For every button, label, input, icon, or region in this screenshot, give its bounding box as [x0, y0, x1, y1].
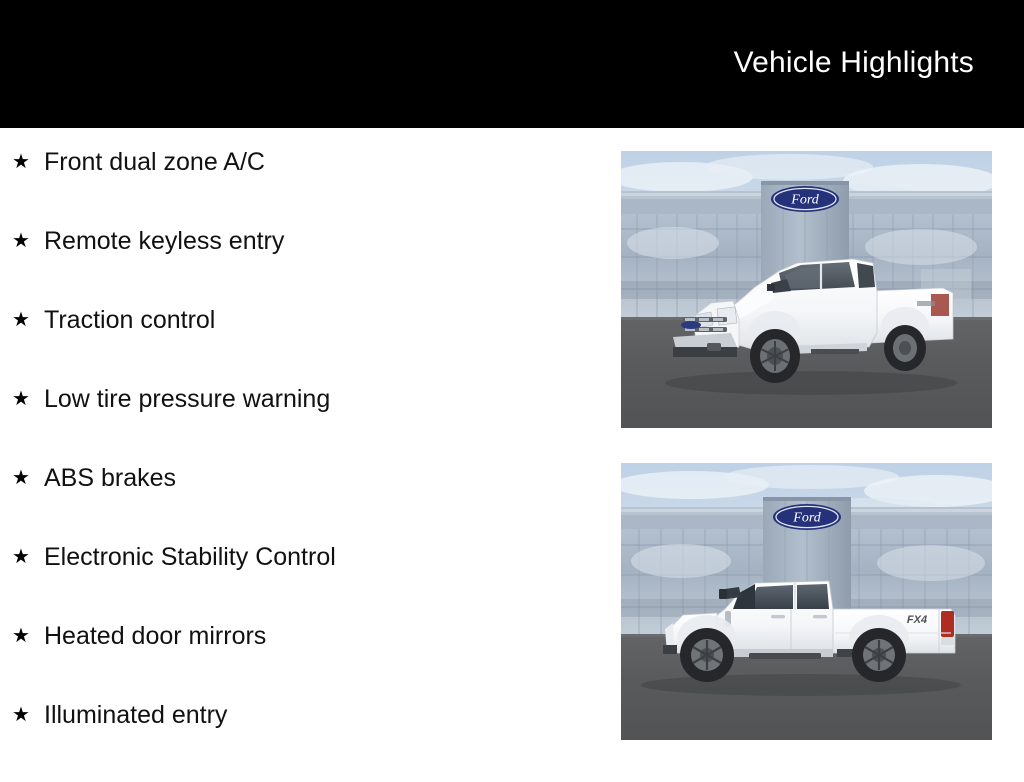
star-bullet-icon: ★ — [12, 230, 30, 252]
list-item — [0, 308, 600, 387]
vehicle-photo-front-three-quarter[interactable] — [621, 151, 992, 428]
svg-text:FX4: FX4 — [906, 614, 928, 626]
fx4-badge — [907, 614, 927, 626]
list-item — [0, 387, 600, 466]
star-bullet-icon: ★ — [12, 546, 30, 568]
star-bullet-icon: ★ — [12, 625, 30, 647]
vehicle-photo-front-image — [621, 151, 992, 428]
highlight-label: Electronic Stability Control — [44, 543, 336, 571]
list-item — [0, 466, 600, 545]
highlight-label: ABS brakes — [44, 464, 177, 492]
content-area — [0, 128, 1024, 768]
star-bullet-icon: ★ — [12, 151, 30, 173]
header-bar — [0, 0, 1024, 128]
list-item — [0, 624, 600, 703]
list-item — [0, 229, 600, 308]
highlight-label: Traction control — [44, 306, 216, 334]
highlight-label: Low tire pressure warning — [44, 385, 331, 413]
list-item — [0, 703, 600, 782]
ford-oval-logo — [771, 186, 839, 212]
star-bullet-icon: ★ — [12, 467, 30, 489]
highlight-label: Front dual zone A/C — [44, 148, 265, 176]
svg-text:Ford: Ford — [793, 510, 821, 526]
vehicle-photo-side-profile[interactable] — [621, 463, 992, 740]
ford-oval-logo — [773, 504, 841, 530]
vehicle-photo-side-image — [621, 463, 992, 740]
highlight-label: Illuminated entry — [44, 701, 228, 729]
list-item — [0, 545, 600, 624]
star-bullet-icon: ★ — [12, 309, 30, 331]
vehicle-highlights-list — [0, 128, 600, 782]
star-bullet-icon: ★ — [12, 704, 30, 726]
highlight-label: Heated door mirrors — [44, 622, 267, 650]
highlight-label: Remote keyless entry — [44, 227, 285, 255]
svg-text:Ford: Ford — [791, 192, 819, 208]
list-item — [0, 150, 600, 229]
page-title: Vehicle Highlights — [733, 46, 974, 79]
star-bullet-icon: ★ — [12, 388, 30, 410]
